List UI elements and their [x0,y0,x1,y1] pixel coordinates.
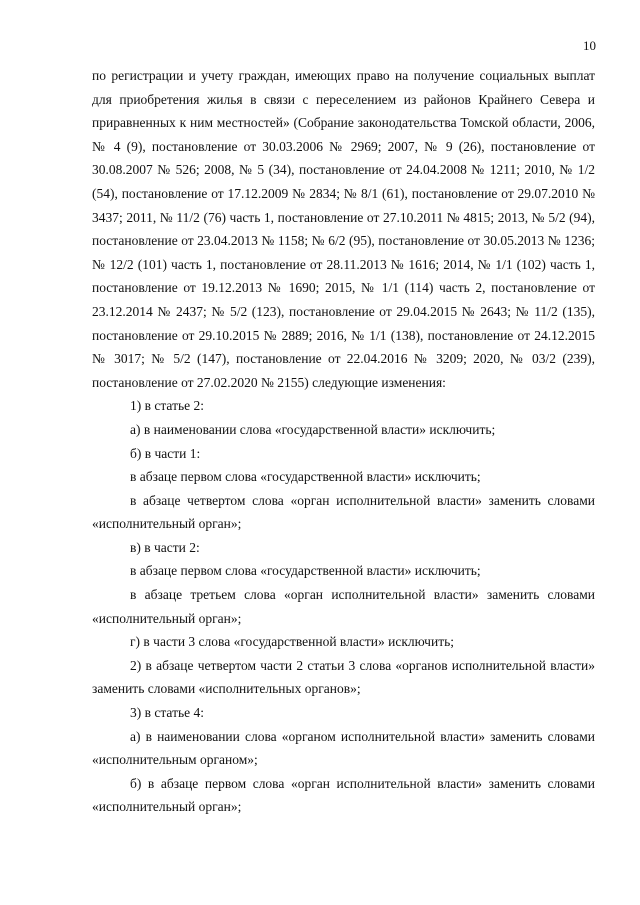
document-body [92,64,595,819]
paragraph: в абзаце первом слова «государственной власти» исключить; [130,563,481,579]
paragraph: б) в абзаце первом слова «орган исполнительной власти» заменить словами «исполнительный орган»; [92,775,595,815]
paragraph: в) в части 2: [130,539,200,555]
page-number: 10 [583,38,596,53]
paragraph: а) в наименовании слова «органом исполнительной власти» заменить словами «исполнительным органом»; [92,728,595,768]
paragraph: б) в части 1: [130,445,201,461]
paragraph: 1) в статье 2: [130,398,204,414]
paragraph: г) в части 3 слова «государственной власти» исключить; [130,634,455,650]
paragraph: 2) в абзаце четвертом части 2 статьи 3 слова «органов исполнительной власти» заменить словами «исполнительных органов»; [92,657,595,697]
paragraph-intro: по регистрации и учету граждан, имеющих право на получение социальных выплат для приобретения жилья в связи с переселением из районов Крайнего Севера и приравненных к ним местностей» (Собрание законодательства Томской области, 2006, № 4 (9), постановление от 30.03.2006 № 2969; 2007, № 9 (26), постановление от 30.08.2007 № 526; 2008, № 5 (34), постановление от 24.04.2008 № 1211; 2010, № 1/2 (54), постановление от 17.12.2009 № 2834; № 8/1 (61), постановление от 29.07.2010 № 3437; 2011, № 11/2 (76) часть 1, постановление от 27.10.2011 № 4815; 2013, № 5/2 (94), постановление от 23.04.2013 № 1158; № 6/2 (95), постановление от 30.05.2013 № 1236; № 12/2 (101) часть 1, постановление от 28.11.2013 № 1616; 2014, № 1/1 (102) часть 1, постановление от 19.12.2013 № 1690; 2015, № 1/1 (114) часть 2, постановление от 23.12.2014 № 2437; № 5/2 (123), постановление от 29.04.2015 № 2643; № 11/2 (135), постановление от 29.10.2015 № 2889; 2016, № 1/1 (138), постановление от 24.12.2015 № 3017; № 5/2 (147), постановление от 22.04.2016 № 3209; 2020, № 03/2 (239), постановление от 27.02.2020 № 2155) следующие изменения: [92,68,595,390]
paragraph: 3) в статье 4: [130,705,204,721]
paragraph: в абзаце третьем слова «орган исполнительной власти» заменить словами «исполнительный орган»; [92,587,595,626]
paragraph: в абзаце первом слова «государственной власти» исключить; [130,469,481,485]
paragraph: в абзаце четвертом слова «орган исполнительной власти» заменить словами «исполнительный орган»; [92,492,595,532]
paragraph: а) в наименовании слова «государственной власти» исключить; [130,421,496,437]
